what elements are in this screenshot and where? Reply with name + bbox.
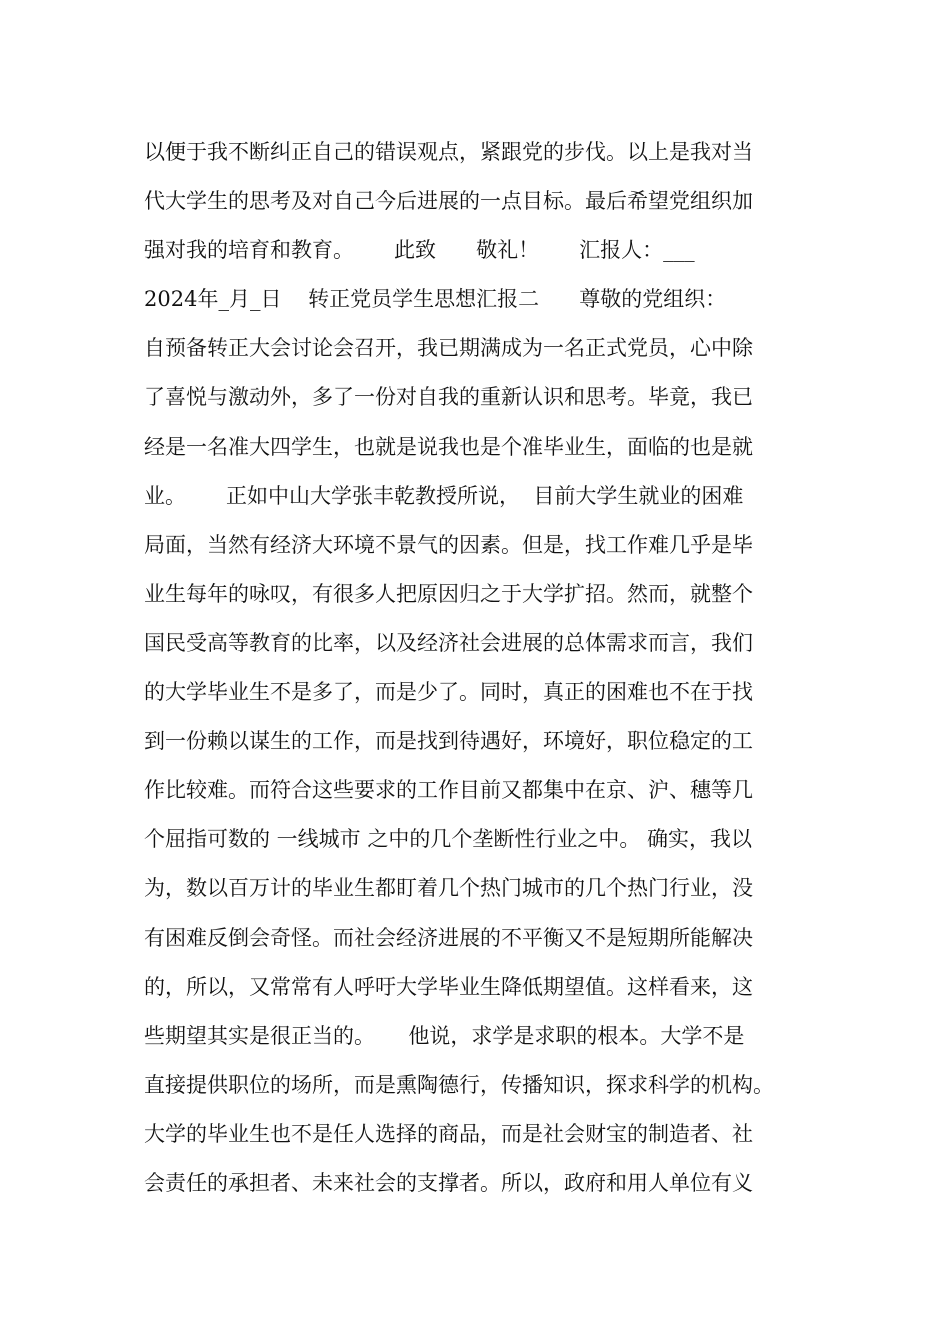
text-line: 自预备转正大会讨论会召开，我已期满成为一名正式党员，心中除 [144,336,753,361]
text-line: 国民受高等教育的比率，以及经济社会进展的总体需求而言，我们 [144,630,753,655]
text-line: 的大学毕业生不是多了，而是少了。同时，真正的困难也不在于找 [144,680,753,705]
text-line: 些期望其实是很正当的。 他说，求学是求职的根本。大学不是 [144,1023,745,1048]
text-line: 以便于我不断纠正自己的错误观点，紧跟党的步伐。以上是我对当 [144,140,753,164]
text-line: 会责任的承担者、未来社会的支撑者。所以，政府和用人单位有义 [144,1170,753,1195]
text-line: 为，数以百万计的毕业生都盯着几个热门城市的几个热门行业，没 [144,876,753,901]
text-line: 业生每年的咏叹，有很多人把原因归之于大学扩招。然而，就整个 [144,581,753,606]
text-line: 作比较难。而符合这些要求的工作目前又都集中在京、沪、穗等几 [144,778,753,803]
text-line: 有困难反倒会奇怪。而社会经济进展的不平衡又不是短期所能解决 [144,925,753,950]
text-line: 个屈指可数的 一线城市 之中的几个垄断性行业之中。 确实，我以 [144,827,753,852]
text-line: 业。 正如中山大学张丰乾教授所说， 目前大学生就业的困难 [144,483,744,508]
text-line: 经是一名准大四学生，也就是说我也是个准毕业生，面临的也是就 [144,434,753,459]
text-line: 的，所以，又常常有人呼吁大学毕业生降低期望值。这样看来，这 [144,974,753,999]
text-line: 局面，当然有经济大环境不景气的因素。但是，找工作难几乎是毕 [144,532,753,557]
text-line: 了喜悦与激动外，多了一份对自我的重新认识和思考。毕竟，我已 [144,385,753,410]
text-line: 代大学生的思考及对自己今后进展的一点目标。最后希望党组织加 [144,189,753,214]
text-line: 2024年_月_日 转正党员学生思想汇报二 尊敬的党组织： [144,287,727,312]
text-line: 大学的毕业生也不是任人选择的商品，而是社会财宝的制造者、社 [144,1121,753,1146]
text-line: 强对我的培育和教育。 此致 敬礼！ 汇报人：___ [144,238,695,263]
text-line: 到一份赖以谋生的工作，而是找到待遇好，环境好，职位稳定的工 [144,729,753,754]
body-text [144,128,814,1208]
text-line: 直接提供职位的场所，而是熏陶德行，传播知识，探求科学的机构。 [144,1072,774,1097]
